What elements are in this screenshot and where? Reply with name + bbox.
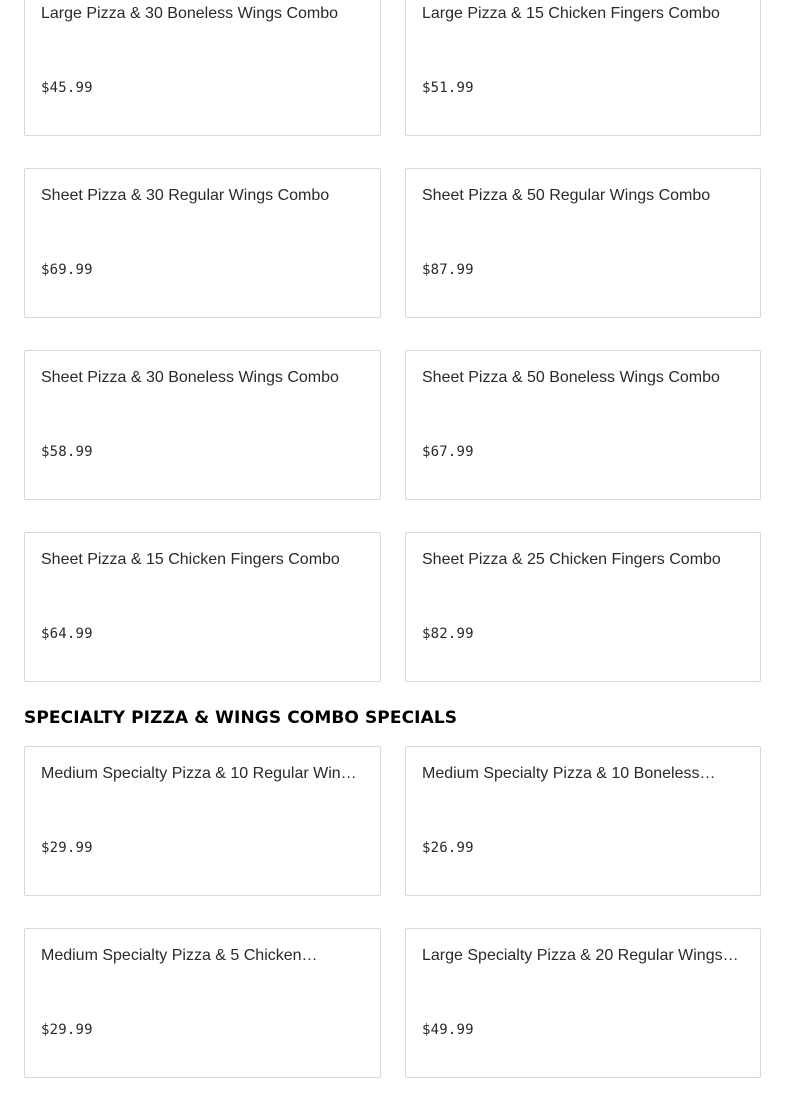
menu-item-card[interactable] (24, 350, 381, 500)
menu-item-price: $87.99 (422, 262, 474, 278)
menu-item-card[interactable] (405, 0, 761, 136)
section-title: SPECIALTY PIZZA & WINGS COMBO SPECIALS (24, 708, 458, 728)
menu-item-name: Medium Specialty Pizza & 5 Chicken… (41, 947, 318, 964)
menu-item-name: Sheet Pizza & 15 Chicken Fingers Combo (41, 551, 340, 568)
menu-item-card[interactable] (405, 168, 761, 318)
menu-item-price: $69.99 (41, 262, 93, 278)
menu-item-card[interactable] (405, 928, 761, 1078)
menu-item-card[interactable] (24, 168, 381, 318)
menu-item-name: Medium Specialty Pizza & 10 Boneless… (422, 765, 716, 782)
menu-item-price: $45.99 (41, 80, 93, 96)
menu-item-price: $64.99 (41, 626, 93, 642)
menu-item-name: Sheet Pizza & 30 Regular Wings Combo (41, 187, 330, 204)
menu-item-price: $26.99 (422, 840, 474, 856)
menu-item-price: $67.99 (422, 444, 474, 460)
menu-item-card[interactable] (405, 532, 761, 682)
menu-item-card[interactable] (405, 350, 761, 500)
menu-item-name: Large Pizza & 15 Chicken Fingers Combo (422, 5, 720, 22)
menu-item-name: Sheet Pizza & 50 Regular Wings Combo (422, 187, 711, 204)
menu-item-card[interactable] (24, 928, 381, 1078)
menu-item-price: $82.99 (422, 626, 474, 642)
menu-item-name: Medium Specialty Pizza & 10 Regular Win… (41, 765, 357, 782)
menu-item-name: Sheet Pizza & 30 Boneless Wings Combo (41, 369, 339, 386)
menu-item-price: $51.99 (422, 80, 474, 96)
menu-item-card[interactable] (24, 0, 381, 136)
menu-item-card[interactable] (24, 532, 381, 682)
menu-item-name: Sheet Pizza & 25 Chicken Fingers Combo (422, 551, 721, 568)
menu-item-price: $49.99 (422, 1022, 474, 1038)
menu-item-card[interactable] (405, 746, 761, 896)
menu-item-card[interactable] (24, 746, 381, 896)
menu-item-price: $29.99 (41, 1022, 93, 1038)
menu-item-name: Large Specialty Pizza & 20 Regular Wings… (422, 947, 739, 964)
menu-item-name: Sheet Pizza & 50 Boneless Wings Combo (422, 369, 720, 386)
menu-item-price: $29.99 (41, 840, 93, 856)
menu-item-name: Large Pizza & 30 Boneless Wings Combo (41, 5, 339, 22)
menu-item-price: $58.99 (41, 444, 93, 460)
